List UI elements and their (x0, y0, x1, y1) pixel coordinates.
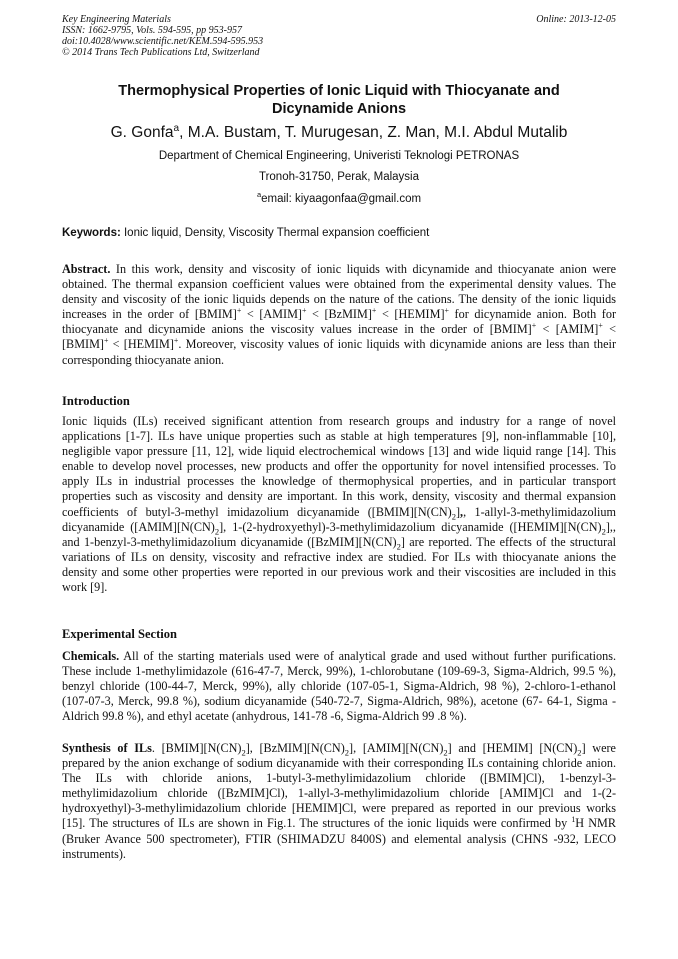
journal-name: Key Engineering Materials (62, 14, 171, 25)
intro-text: ], 1-(2-hydroxyethyl)-3-methylimidazolium dicyanamide ([HEMIM][N(CN) (219, 519, 602, 534)
subscript-2: 2 (577, 747, 582, 758)
synthesis-text: ] were prepared by the anion exchange of sodium dicyanamide with their corresponding ILs containing chloride anion. The ILs with chloride anions, 1-butyl-3-methylimidazolium chloride ([BMIM]Cl), 1-benzyl-3-methylimidazolium chloride ([BzMIM]Cl), 1-allyl-3-methylimidazolium chloride [AMIM]Cl and 1-(2-hydroxyethyl)-3-methylimidazolium chloride [HEMIM]Cl, were prepared as reported in our previous works [15]. The structures of ILs are shown in Fig.1. The structures of the ionic liquids were confirmed by (62, 741, 616, 831)
introduction-paragraph (62, 414, 616, 595)
synthesis-text: ], [BzMIM][N(CN) (245, 741, 345, 755)
affiliation-city: Tronoh-31750, Perak, Malaysia (258, 171, 420, 183)
intro-text: , 1-allyl-3-methylimidazolium dicyanamide ([AMIM][N(CN) (62, 504, 617, 534)
charge-plus: + (301, 306, 307, 316)
author-affil-marker: a (173, 122, 180, 134)
charge-plus: + (173, 336, 179, 346)
charge-plus: + (371, 306, 377, 316)
keywords-label: Keywords: (62, 227, 121, 239)
intro-text: ] are reported. The effects of the structural variations of ILs on density, viscosity and refractive index are studied. For ILs with thiocyanate anions the density and some other properties were reported in our previous work and their viscosities are included in this work [9]. (62, 534, 616, 595)
journal-header (62, 14, 442, 58)
copyright-line: © 2014 Trans Tech Publications Ltd, Switzerland (62, 47, 260, 58)
intro-text: ] (455, 504, 461, 519)
abstract-text: < [AMIM] (241, 307, 302, 322)
nmr-superscript: 1 (571, 815, 576, 825)
subscript-2: 2 (396, 541, 401, 552)
charge-plus: + (236, 306, 242, 316)
synthesis-label: Synthesis of ILs (62, 741, 152, 755)
subscript-2: 2 (451, 511, 456, 521)
abstract-text: for dicynamide anion. Both for thiocyanate and dicynamide anions the viscosity values increase in the order of [BMIM] (62, 307, 617, 337)
section-heading-introduction: Introduction (62, 394, 130, 408)
doi-line: doi:10.4028/www.scientific.net/KEM.594-595.953 (62, 36, 264, 47)
abstract-text: < [BMIM] (62, 322, 617, 352)
subscript-2: 2 (214, 526, 220, 537)
intro-text: Ionic liquids (ILs) received significant attention from research groups and industry for a range of novel applications [1-7]. ILs have unique properties such as stable at high temperatures [9], non-inflammable [10], negligible vapor pressure [11, 12], wide liquid electrochemical windows [13] and wide liquid range [14]. This enable to develop novel processes, new products and offer the opportunity for novel intensified processes. To apply ILs in industrial processes the knowledge of thermophysical properties, and in particular transport properties such as viscosity and density are important. In this work, density, viscosity and thermal expansion coefficients of butyl-3-methyl imidazolium dicyanamide ([BMIM][N(CN) (62, 414, 616, 519)
synthesis-text: ], [AMIM][N(CN) (349, 741, 444, 755)
synthesis-paragraph (62, 741, 616, 862)
abstract-text: < [HEMIM] (376, 307, 445, 322)
affiliation-dept: Department of Chemical Engineering, Univeristi Teknologi PETRONAS (158, 150, 520, 162)
abstract-label: Abstract. (62, 262, 111, 276)
intro-text: ],, and 1-benzyl-3-methylimidazolium dicyanamide ([BzMIM][N(CN) (62, 519, 616, 549)
title-line-1: Thermophysical Properties of Ionic Liquid with Thiocyanate and (118, 83, 560, 99)
abstract-text: In this work, density and viscosity of ionic liquids with dicynamide and thiocyanate anion were obtained. The thermal expansion coefficient values were obtained from the experimental density values. The density and viscosity of the ionic liquids depends on the nature of the cations. The density of the ionic liquids increases in the order of [BMIM] (62, 262, 616, 322)
issn-line: ISSN: 1662-9795, Vols. 594-595, pp 953-957 (62, 25, 242, 36)
synthesis-text: . [BMIM][N(CN) (151, 741, 242, 755)
charge-plus: + (103, 336, 109, 346)
abstract-text: < [BzMIM] (306, 307, 372, 322)
abstract-text: < [HEMIM] (108, 337, 174, 352)
online-date: Online: 2013-12-05 (536, 14, 616, 25)
keywords (62, 227, 616, 239)
charge-plus: + (531, 321, 537, 331)
email-text: email: kiyaagonfaa@gmail.com (261, 193, 422, 205)
author-first: G. Gonfa (110, 124, 174, 141)
title-line-2: Dicynamide Anions (271, 101, 407, 117)
chemicals-label: Chemicals. (62, 649, 120, 663)
abstract (62, 262, 616, 368)
affiliation-email (62, 190, 616, 205)
keywords-text: Ionic liquid, Density, Viscosity Thermal expansion coefficient (120, 227, 430, 239)
chemicals-text: All of the starting materials used were of analytical grade and used without further purifications. These include 1-methylimidazole (616-47-7, Merck, 99%), 1-chlorobutane (109-69-3, Sigma-Aldrich, 99.5 %), benzyl chloride (100-44-7, Merck, 99%), ally chloride (107-05-1, Sigma-Aldrich, 98 %), 2-chloro-1-ethanol (107-07-3, Merck, 99.8 %), sodium dicyanamide (540-72-7, Sigma-Aldrich, 98%), acetone (67- 64-1, Sigma -Aldrich 99.8 %), and ethyl acetate (anhydrous, 141-78 -6, Sigma-Aldrich 99 .8 %). (62, 649, 616, 724)
subscript-2: 2 (443, 747, 448, 758)
synthesis-text: H NMR (Bruker Avance 500 spectrometer), FTIR (SHIMADZU 8400S) and elemental analysis (CHNS -932, LECO instruments). (62, 816, 616, 861)
synthesis-text: ] and [HEMIM] [N(CN) (447, 741, 578, 755)
subscript-2: 2 (241, 747, 246, 758)
paper-title (62, 82, 616, 118)
intro-comma: , (460, 504, 464, 519)
chemicals-paragraph (62, 649, 616, 724)
author-rest: , M.A. Bustam, T. Murugesan, Z. Man, M.I. Abdul Mutalib (179, 124, 568, 141)
author-list (62, 124, 616, 142)
charge-plus: + (444, 306, 449, 316)
abstract-text: < [AMIM] (536, 322, 599, 337)
email-marker: a (256, 190, 262, 200)
subscript-2: 2 (344, 747, 350, 758)
subscript-2: 2 (601, 526, 606, 537)
section-heading-experimental: Experimental Section (62, 627, 177, 641)
abstract-text: . Moreover, viscosity values of ionic liquids with dicynamide anions are less than their corresponding thiocyanate anion. (62, 337, 617, 367)
charge-plus: + (598, 321, 603, 331)
